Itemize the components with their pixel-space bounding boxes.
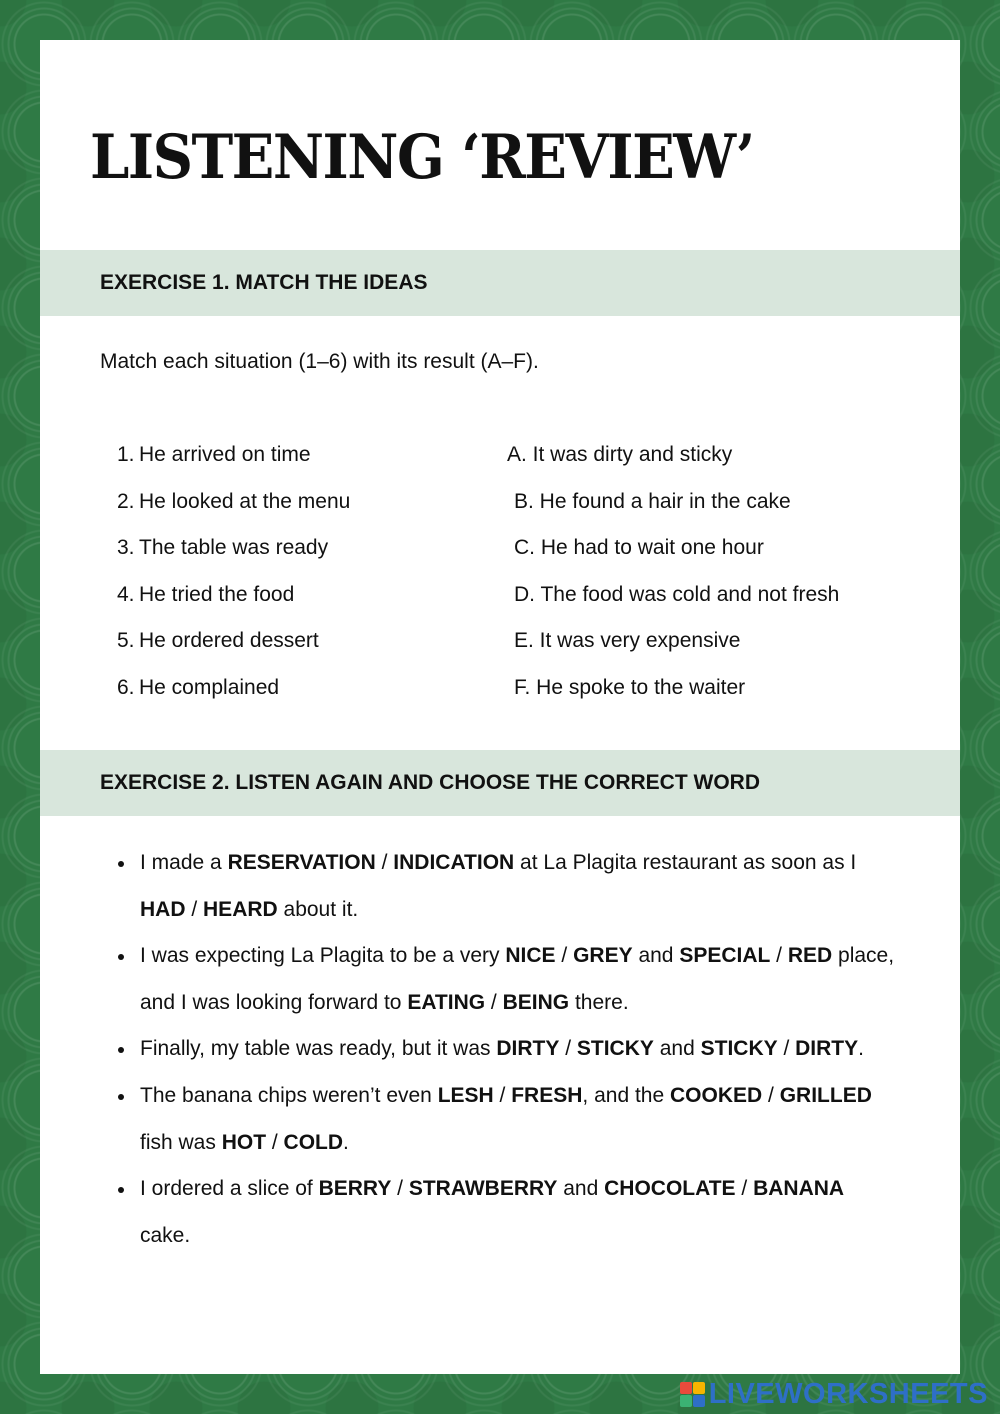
sentence-item: I was expecting La Plagita to be a very NICE / GREY and SPECIAL / RED place, and I was looking forward to EATING / BEING there. (140, 933, 900, 1026)
situation-item: 5. He ordered dessert (117, 629, 319, 653)
result-item: B. He found a hair in the cake (514, 489, 791, 513)
sentence-item: I ordered a slice of BERRY / STRAWBERRY and CHOCOLATE / BANANA cake. (140, 1166, 900, 1259)
liveworksheets-icon (680, 1382, 705, 1407)
page-title: LISTENING ‘REVIEW’ (90, 122, 754, 194)
worksheet-page (40, 40, 960, 1374)
exercise2-sentences (140, 840, 900, 1259)
exercise1-heading: EXERCISE 1. MATCH THE IDEAS (100, 271, 428, 294)
exercise2-heading: EXERCISE 2. LISTEN AGAIN AND CHOOSE THE CORRECT WORD (100, 771, 760, 794)
sentence-item: I made a RESERVATION / INDICATION at La Plagita restaurant as soon as I HAD / HEARD about it. (140, 840, 900, 933)
situation-item: 3. The table was ready (117, 536, 329, 560)
situations-list (117, 442, 350, 722)
situation-item: 6. He complained (117, 675, 280, 699)
result-item: D. The food was cold and not fresh (514, 582, 840, 606)
result-item: A. It was dirty and sticky (507, 443, 733, 466)
result-item: F. He spoke to the waiter (514, 675, 746, 699)
exercise1-header (40, 250, 960, 316)
situation-item: 2. He looked at the menu (117, 489, 351, 513)
result-item: E. It was very expensive (514, 629, 741, 653)
liveworksheets-wordmark: LIVEWORKSHEETS (708, 1377, 988, 1410)
results-list (507, 442, 839, 722)
sentence-item: Finally, my table was ready, but it was DIRTY / STICKY and STICKY / DIRTY. (140, 1026, 900, 1073)
liveworksheets-logo[interactable] (680, 1374, 988, 1414)
exercise2-header (40, 750, 960, 816)
situation-item: 4. He tried the food (117, 582, 295, 606)
sentence-item: The banana chips weren’t even LESH / FRESH, and the COOKED / GRILLED fish was HOT / COLD. (140, 1073, 900, 1166)
situation-item: 1. He arrived on time (117, 443, 311, 466)
exercise1-instruction: Match each situation (1–6) with its result (A–F). (100, 350, 539, 373)
result-item: C. He had to wait one hour (514, 536, 764, 560)
